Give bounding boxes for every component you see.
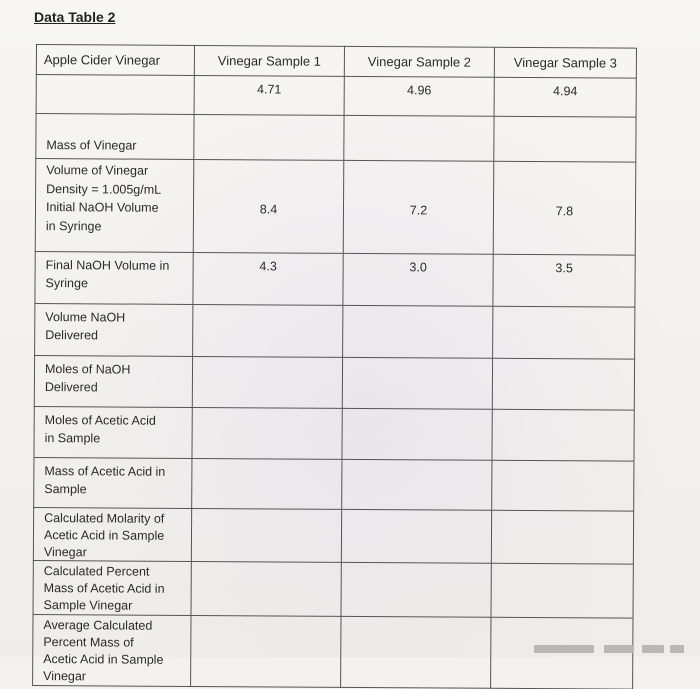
value-cell [492, 460, 634, 511]
value-cell [192, 356, 342, 408]
header-cell: Apple Cider Vinegar [36, 45, 194, 76]
row-label: Volume NaOH Delivered [35, 303, 193, 356]
row-label: Moles of Acetic Acid in Sample [34, 406, 192, 458]
row-label: Moles of NaOH Delivered [34, 355, 192, 407]
table-row [35, 158, 636, 255]
value-cell: 3.0 [343, 253, 493, 306]
value-cell [344, 115, 494, 161]
bottom-right-toolbar-remnant [404, 643, 694, 655]
value-cell [491, 564, 633, 618]
table-row [34, 457, 634, 511]
table-row [34, 406, 634, 461]
value-cell: 4.3 [193, 252, 343, 305]
row-label: Volume of Vinegar Density = 1.005g/mL Initial NaOH Volume in Syringe [35, 158, 194, 252]
table-row [36, 113, 636, 162]
table-title: Data Table 2 [34, 9, 116, 25]
value-cell [343, 305, 493, 358]
value-cell [191, 508, 341, 563]
value-cell [191, 616, 341, 687]
value-cell [491, 510, 633, 564]
table-row [34, 355, 634, 410]
value-cell [341, 509, 491, 564]
row-label: Calculated Percent Mass of Acetic Acid in Sample Vinegar [33, 561, 191, 616]
row-label [36, 74, 194, 114]
value-cell [342, 408, 492, 460]
value-cell [192, 458, 342, 509]
value-cell [492, 358, 634, 410]
value-cell [342, 459, 492, 510]
value-cell: 3.5 [493, 254, 635, 307]
value-cell [341, 563, 491, 618]
table-row [36, 74, 636, 117]
value-cell: 7.2 [343, 160, 494, 254]
header-cell: Vinegar Sample 2 [344, 46, 494, 77]
value-cell [193, 304, 343, 357]
value-cell [191, 562, 341, 617]
table-row [33, 507, 633, 564]
value-cell: 4.94 [494, 77, 636, 117]
value-cell: 7.8 [493, 161, 636, 255]
value-cell [342, 357, 492, 409]
value-cell: 4.71 [194, 75, 344, 115]
value-cell [194, 114, 344, 160]
value-cell [492, 409, 634, 461]
table-row [33, 561, 633, 618]
value-cell: 4.96 [344, 76, 494, 116]
row-label: Mass of Vinegar [36, 113, 194, 159]
row-label: Final NaOH Volume in Syringe [35, 251, 193, 304]
row-label: Average Calculated Percent Mass of Acetic Acid in Sample Vinegar [33, 615, 191, 686]
header-cell: Vinegar Sample 3 [494, 47, 636, 78]
value-cell [494, 116, 636, 162]
table-row [35, 251, 635, 307]
row-label: Mass of Acetic Acid in Sample [34, 457, 192, 508]
header-cell: Vinegar Sample 1 [194, 45, 344, 76]
value-cell [493, 306, 635, 359]
table-row [35, 303, 635, 359]
row-label: Calculated Molarity of Acetic Acid in Sample Vinegar [33, 507, 191, 562]
header-row [36, 45, 636, 79]
value-cell: 8.4 [193, 159, 344, 253]
data-table [32, 44, 637, 689]
value-cell [192, 407, 342, 459]
